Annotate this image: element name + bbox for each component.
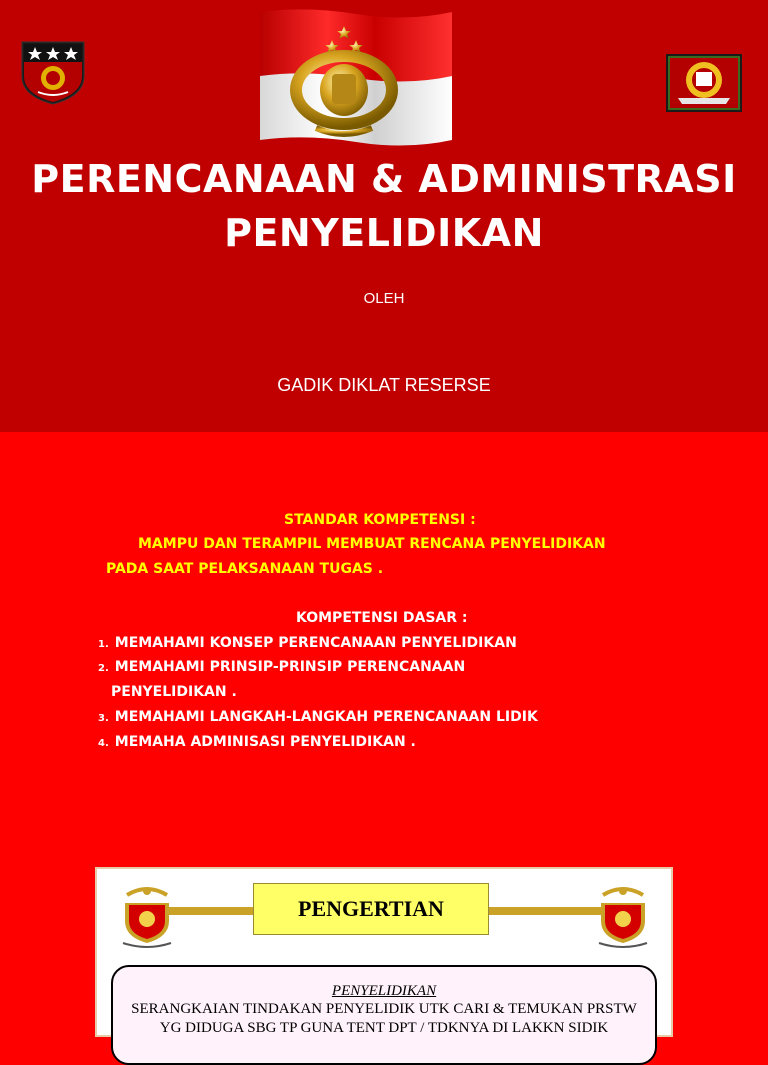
- presentation-title: [0, 152, 768, 260]
- indonesian-flag-icon: [256, 8, 456, 144]
- title-line-2: PENYELIDIKAN: [224, 211, 544, 255]
- list-item-text: MEMAHAMI LANGKAH-LANGKAH PERENCANAAN LIDIK: [114, 709, 538, 725]
- list-item: [98, 635, 517, 651]
- list-item-text: MEMAHAMI PRINSIP-PRINSIP PERENCANAAN: [114, 659, 466, 675]
- reserse-emblem-icon: [664, 52, 744, 114]
- police-emblem-icon: [117, 881, 177, 949]
- list-item-number: 3.: [98, 713, 109, 724]
- definition-line-2: YG DIDUGA SBG TP GUNA TENT DPT / TDKNYA DI LAKKN SIDIK: [159, 1020, 609, 1036]
- definition-line-1: SERANGKAIAN TINDAKAN PENYELIDIK UTK CARI & TEMUKAN PRSTW: [131, 1001, 637, 1017]
- list-item-number: 4.: [98, 738, 109, 749]
- list-item-number: 2.: [98, 663, 109, 674]
- title-line-1: PERENCANAAN & ADMINISTRASI: [31, 157, 737, 201]
- police-badge-icon: [18, 36, 88, 106]
- list-item: [98, 659, 465, 675]
- standard-heading: STANDAR KOMPETENSI :: [284, 512, 476, 528]
- standard-line-2: PADA SAAT PELAKSANAAN TUGAS .: [106, 561, 384, 577]
- list-item-text: MEMAHA ADMINISASI PENYELIDIKAN .: [114, 734, 416, 750]
- list-item-text: MEMAHAMI KONSEP PERENCANAAN PENYELIDIKAN: [114, 635, 517, 651]
- list-item-continuation: PENYELIDIKAN .: [111, 684, 237, 700]
- oleh-label: OLEH: [363, 290, 405, 307]
- list-item-number: 1.: [98, 639, 109, 650]
- presenter-name: GADIK DIKLAT RESERSE: [277, 375, 491, 395]
- definition-term: PENYELIDIKAN: [331, 983, 437, 999]
- title-slide: [0, 0, 768, 432]
- police-emblem-icon: [593, 881, 653, 949]
- competency-slide: [0, 432, 768, 864]
- pengertian-heading: PENGERTIAN: [253, 883, 489, 935]
- standard-line-1: MAMPU DAN TERAMPIL MEMBUAT RENCANA PENYELIDIKAN: [138, 536, 606, 552]
- definition-card: [95, 867, 673, 1037]
- list-item: [98, 734, 416, 750]
- list-item: [98, 709, 538, 725]
- basic-competency-heading: KOMPETENSI DASAR :: [296, 610, 468, 626]
- definition-slide: [0, 864, 768, 1036]
